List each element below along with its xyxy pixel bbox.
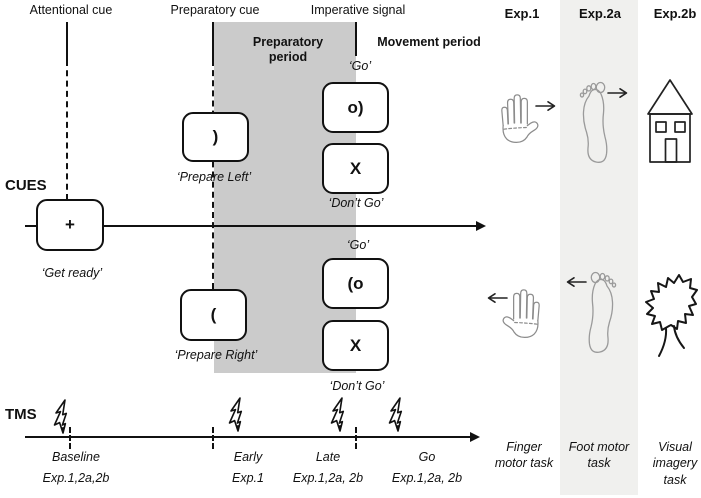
timepoint-name: Late <box>315 450 341 464</box>
right-hand-icon <box>500 283 544 344</box>
tms-tick-early <box>212 427 214 449</box>
dont-go-top-symbol: X <box>349 158 362 178</box>
exp1-header: Exp.1 <box>504 6 540 21</box>
tms-pulse-baseline-icon <box>52 399 74 437</box>
tms-row-label: TMS <box>5 406 37 423</box>
tms-tick-late <box>355 427 357 449</box>
dont-go-bottom-symbol: X <box>349 335 362 355</box>
prepare-left-cue-box <box>182 112 249 162</box>
timepoint-name: Early <box>233 450 263 464</box>
attentional-cue-label: Attentional cue <box>29 3 113 17</box>
timepoint-exps: Exp.1 <box>232 470 264 485</box>
dont-go-bottom-cue-box <box>322 320 389 371</box>
get-ready-caption: ‘Get ready’ <box>41 266 103 280</box>
exp2a-task-label: Foot motor task <box>568 440 630 471</box>
prepare-right-cue-box <box>180 289 247 341</box>
tms-pulse-late-icon <box>329 397 351 435</box>
right-arrow-icon <box>607 86 631 104</box>
timepoint-exps: Exp.1,2a, 2b <box>292 470 364 485</box>
tms-timeline-arrow <box>25 436 471 438</box>
exp2b-header: Exp.2b <box>653 6 697 21</box>
go-right-symbol: (o <box>347 273 364 293</box>
dont-go-bottom-caption: ‘Don’t Go’ <box>329 379 385 393</box>
dont-go-top-cue-box <box>322 143 389 194</box>
exp1-task-label: Finger motor task <box>494 440 554 471</box>
movement-period-label: Movement period <box>377 35 481 49</box>
prepare-left-caption: ‘Prepare Left’ <box>176 170 252 184</box>
house-icon <box>645 77 695 170</box>
go-bottom-caption: ‘Go’ <box>346 238 370 252</box>
go-left-cue-box <box>322 82 389 133</box>
preparatory-cue-label: Preparatory cue <box>170 3 260 17</box>
timepoint-exps: Exp.1,2a,2b <box>42 470 110 485</box>
timepoint-name: Baseline <box>52 450 100 464</box>
imperative-signal-label: Imperative signal <box>310 3 406 17</box>
go-top-caption: ‘Go’ <box>348 59 372 73</box>
prepare-left-symbol: ) <box>212 127 219 146</box>
exp2a-column-shade <box>560 0 638 495</box>
cues-row-label: CUES <box>5 177 47 194</box>
left-hand-icon <box>497 88 541 149</box>
fixation-cross-symbol: + <box>65 215 75 234</box>
attentional-cue-line-dashed <box>66 60 68 200</box>
tms-pulse-early-icon <box>227 397 249 435</box>
tree-icon <box>644 266 698 367</box>
timepoint-baseline <box>11 447 141 488</box>
go-right-cue-box <box>322 258 389 309</box>
foot-icon <box>581 270 619 363</box>
cues-arrowhead-icon <box>476 221 486 231</box>
go-left-symbol: o) <box>347 97 364 117</box>
exp2a-header: Exp.2a <box>579 6 621 21</box>
prepare-right-caption: ‘Prepare Right’ <box>174 348 258 362</box>
get-ready-cue-box <box>36 199 104 251</box>
tms-pulse-go-icon <box>387 397 409 435</box>
right-arrow-icon <box>535 99 559 117</box>
preparatory-cue-line-solid <box>212 22 214 60</box>
dont-go-top-caption: ‘Don’t Go’ <box>328 196 384 210</box>
tms-arrowhead-icon <box>470 432 480 442</box>
attentional-cue-line-solid <box>66 22 68 60</box>
timepoint-name: Go <box>418 450 436 464</box>
prepare-right-symbol: ( <box>210 305 217 324</box>
timepoint-exps: Exp.1,2a, 2b <box>391 470 463 485</box>
preparatory-period-label: Preparatory period <box>252 35 324 64</box>
timepoint-go <box>362 447 492 488</box>
exp2b-task-label: Visual imagery task <box>652 440 698 487</box>
imperative-signal-line-solid <box>355 22 357 56</box>
